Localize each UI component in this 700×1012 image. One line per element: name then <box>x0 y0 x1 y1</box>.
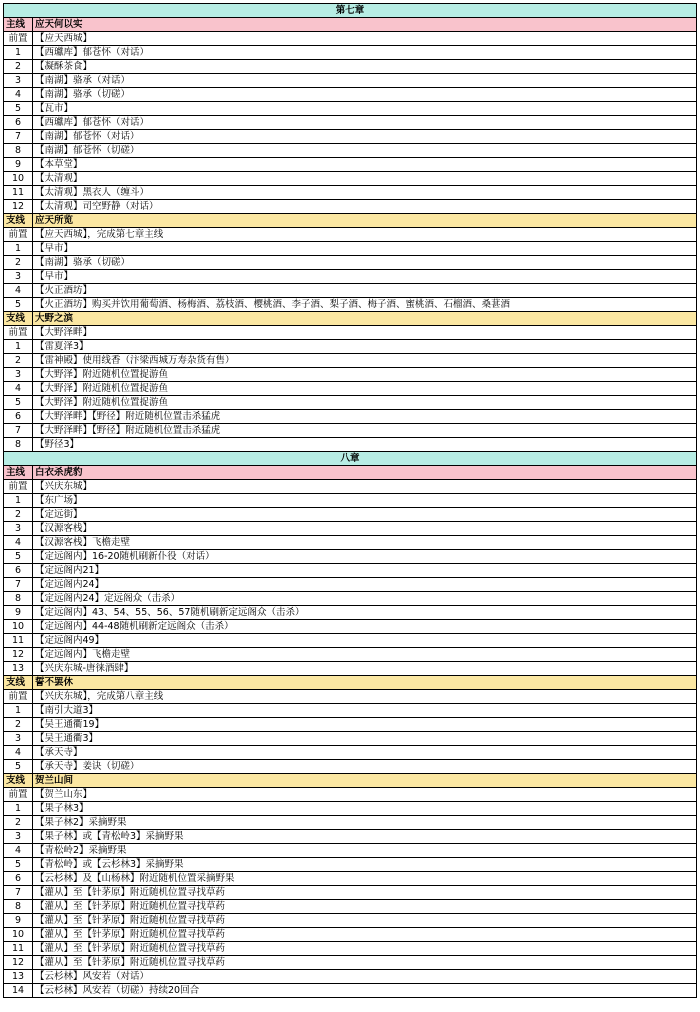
step-description: 【定远阁内49】 <box>33 634 697 648</box>
step-description: 【灌从】至【针茅原】附近随机位置寻找草药 <box>33 914 697 928</box>
step-description: 【应天西城】 <box>33 32 697 46</box>
step-description: 【果子林3】 <box>33 802 697 816</box>
table-row <box>4 242 697 256</box>
table-row <box>4 928 697 942</box>
step-description: 【云杉林】风安若（切磋）持续20回合 <box>33 984 697 998</box>
step-number: 前置 <box>4 480 33 494</box>
quest-type-label: 主线 <box>4 466 33 480</box>
step-description: 【定远阁内】43、54、55、56、57随机刷新定远阁众（击杀） <box>33 606 697 620</box>
step-description: 【云杉林】风安若（对话） <box>33 970 697 984</box>
step-description: 【定远街】 <box>33 508 697 522</box>
side-quest-header-row <box>4 676 697 690</box>
step-number: 4 <box>4 88 33 102</box>
table-row <box>4 760 697 774</box>
table-row <box>4 32 697 46</box>
table-row <box>4 74 697 88</box>
step-description: 【本草堂】 <box>33 158 697 172</box>
step-number: 5 <box>4 858 33 872</box>
table-row <box>4 732 697 746</box>
step-number: 8 <box>4 438 33 452</box>
table-row <box>4 592 697 606</box>
step-description: 【灌从】至【针茅原】附近随机位置寻找草药 <box>33 886 697 900</box>
step-number: 2 <box>4 256 33 270</box>
quest-type-label: 支线 <box>4 214 33 228</box>
step-number: 1 <box>4 340 33 354</box>
chapter-header-row <box>4 4 697 18</box>
table-row <box>4 284 697 298</box>
table-row <box>4 298 697 312</box>
step-number: 1 <box>4 242 33 256</box>
step-number: 11 <box>4 634 33 648</box>
step-number: 7 <box>4 886 33 900</box>
table-row <box>4 634 697 648</box>
step-description: 【定远阁内】44-48随机刷新定远阁众（击杀） <box>33 620 697 634</box>
step-description: 【承天寺】 <box>33 746 697 760</box>
side-quest-header-row <box>4 214 697 228</box>
table-row <box>4 746 697 760</box>
step-description: 【大野泽畔】【野径】附近随机位置击杀猛虎 <box>33 410 697 424</box>
step-description: 【太清观】 <box>33 172 697 186</box>
step-number: 3 <box>4 830 33 844</box>
step-number: 5 <box>4 298 33 312</box>
step-description: 【西瓛库】郁苍怀（对话） <box>33 46 697 60</box>
table-row <box>4 788 697 802</box>
step-number: 8 <box>4 592 33 606</box>
step-number: 1 <box>4 494 33 508</box>
step-number: 4 <box>4 382 33 396</box>
step-number: 2 <box>4 354 33 368</box>
table-row <box>4 984 697 998</box>
quest-table <box>3 3 697 998</box>
table-row <box>4 256 697 270</box>
side-quest-header-row <box>4 312 697 326</box>
step-number: 12 <box>4 956 33 970</box>
step-number: 6 <box>4 410 33 424</box>
step-description: 【南湖】郁苍怀（对话） <box>33 130 697 144</box>
step-description: 【东广场】 <box>33 494 697 508</box>
table-row <box>4 438 697 452</box>
step-description: 【太清观】黑衣人（缠斗） <box>33 186 697 200</box>
step-description: 【灌从】至【针茅原】附近随机位置寻找草药 <box>33 900 697 914</box>
step-number: 9 <box>4 158 33 172</box>
step-description: 【大野泽畔】 <box>33 326 697 340</box>
step-number: 6 <box>4 116 33 130</box>
table-row <box>4 830 697 844</box>
step-description: 【火正酒坊】 <box>33 284 697 298</box>
step-number: 前置 <box>4 788 33 802</box>
table-row <box>4 970 697 984</box>
step-number: 10 <box>4 172 33 186</box>
step-description: 【大野泽畔】【野径】附近随机位置击杀猛虎 <box>33 424 697 438</box>
step-number: 10 <box>4 928 33 942</box>
step-number: 5 <box>4 760 33 774</box>
step-number: 3 <box>4 74 33 88</box>
step-number: 4 <box>4 536 33 550</box>
step-description: 【兴庆东城】，完成第八章主线 <box>33 690 697 704</box>
table-row <box>4 424 697 438</box>
step-number: 2 <box>4 508 33 522</box>
step-description: 【汉源客栈】 <box>33 522 697 536</box>
step-description: 【太清观】司空野静（对话） <box>33 200 697 214</box>
table-row <box>4 858 697 872</box>
quest-type-label: 支线 <box>4 774 33 788</box>
step-description: 【南湖】骆承（对话） <box>33 74 697 88</box>
table-row <box>4 536 697 550</box>
step-description: 【早市】 <box>33 270 697 284</box>
table-row <box>4 522 697 536</box>
step-number: 前置 <box>4 326 33 340</box>
step-number: 3 <box>4 522 33 536</box>
table-row <box>4 620 697 634</box>
quest-title: 应天何以实 <box>33 18 697 32</box>
table-row <box>4 186 697 200</box>
step-number: 9 <box>4 606 33 620</box>
table-row <box>4 410 697 424</box>
step-description: 【定远阁内24】 <box>33 578 697 592</box>
step-number: 2 <box>4 816 33 830</box>
step-description: 【汉源客栈】飞檐走壁 <box>33 536 697 550</box>
table-row <box>4 158 697 172</box>
table-row <box>4 662 697 676</box>
step-number: 4 <box>4 844 33 858</box>
table-row <box>4 508 697 522</box>
table-row <box>4 900 697 914</box>
table-row <box>4 578 697 592</box>
table-row <box>4 494 697 508</box>
table-row <box>4 844 697 858</box>
step-number: 10 <box>4 620 33 634</box>
step-number: 7 <box>4 424 33 438</box>
step-description: 【凝酥茶食】 <box>33 60 697 74</box>
table-row <box>4 340 697 354</box>
table-row <box>4 956 697 970</box>
step-description: 【南引大道3】 <box>33 704 697 718</box>
step-number: 7 <box>4 578 33 592</box>
step-number: 2 <box>4 60 33 74</box>
step-number: 1 <box>4 802 33 816</box>
table-row <box>4 690 697 704</box>
table-row <box>4 718 697 732</box>
step-description: 【大野泽】附近随机位置捉游鱼 <box>33 382 697 396</box>
table-row <box>4 564 697 578</box>
table-row <box>4 382 697 396</box>
table-row <box>4 200 697 214</box>
step-description: 【应天西城】，完成第七章主线 <box>33 228 697 242</box>
step-description: 【南湖】骆承（切磋） <box>33 88 697 102</box>
step-number: 1 <box>4 704 33 718</box>
step-description: 【果子林2】采摘野果 <box>33 816 697 830</box>
step-description: 【早市】 <box>33 242 697 256</box>
table-row <box>4 116 697 130</box>
table-row <box>4 606 697 620</box>
step-number: 7 <box>4 130 33 144</box>
step-description: 【青松岭2】采摘野果 <box>33 844 697 858</box>
step-description: 【兴庆东城-唐徕酒肆】 <box>33 662 697 676</box>
step-description: 【贺兰山东】 <box>33 788 697 802</box>
step-description: 【果子林】或【青松岭3】采摘野果 <box>33 830 697 844</box>
step-description: 【定远阁内】16-20随机刷新仆役（对话） <box>33 550 697 564</box>
table-row <box>4 144 697 158</box>
step-description: 【火正酒坊】购买并饮用葡萄酒、杨梅酒、荔枝酒、樱桃酒、李子酒、梨子酒、梅子酒、蜜桃酒、石榴酒、桑葚酒 <box>33 298 697 312</box>
step-description: 【定远阁内】飞檐走壁 <box>33 648 697 662</box>
step-number: 14 <box>4 984 33 998</box>
table-row <box>4 886 697 900</box>
step-number: 4 <box>4 746 33 760</box>
chapter-title: 八章 <box>4 452 697 466</box>
step-description: 【青松岭】或【云杉林3】采摘野果 <box>33 858 697 872</box>
table-row <box>4 648 697 662</box>
step-number: 13 <box>4 662 33 676</box>
quest-title: 应天所览 <box>33 214 697 228</box>
table-row <box>4 228 697 242</box>
step-number: 5 <box>4 396 33 410</box>
step-number: 9 <box>4 914 33 928</box>
chapter-header-row <box>4 452 697 466</box>
quest-title: 白衣杀虎豹 <box>33 466 697 480</box>
main-quest-header-row <box>4 18 697 32</box>
quest-title: 誓不罢休 <box>33 676 697 690</box>
table-row <box>4 46 697 60</box>
step-number: 8 <box>4 900 33 914</box>
quest-title: 贺兰山间 <box>33 774 697 788</box>
quest-type-label: 支线 <box>4 312 33 326</box>
step-description: 【灌从】至【针茅原】附近随机位置寻找草药 <box>33 956 697 970</box>
step-description: 【定远阁内24】定远阁众（击杀） <box>33 592 697 606</box>
table-row <box>4 354 697 368</box>
step-description: 【野径3】 <box>33 438 697 452</box>
step-description: 【西瓛库】郁苍怀（对话） <box>33 116 697 130</box>
table-row <box>4 172 697 186</box>
step-number: 5 <box>4 102 33 116</box>
step-description: 【兴庆东城】 <box>33 480 697 494</box>
step-number: 前置 <box>4 690 33 704</box>
step-number: 8 <box>4 144 33 158</box>
table-row <box>4 802 697 816</box>
step-description: 【承天寺】姜诀（切磋） <box>33 760 697 774</box>
table-row <box>4 816 697 830</box>
step-number: 11 <box>4 186 33 200</box>
quest-table-body <box>4 4 697 998</box>
main-quest-header-row <box>4 466 697 480</box>
table-row <box>4 368 697 382</box>
step-number: 1 <box>4 46 33 60</box>
table-row <box>4 88 697 102</box>
step-number: 13 <box>4 970 33 984</box>
table-row <box>4 102 697 116</box>
step-description: 【大野泽】附近随机位置捉游鱼 <box>33 396 697 410</box>
table-row <box>4 872 697 886</box>
table-row <box>4 550 697 564</box>
step-number: 4 <box>4 284 33 298</box>
step-number: 3 <box>4 732 33 746</box>
step-number: 前置 <box>4 32 33 46</box>
step-description: 【灌从】至【针茅原】附近随机位置寻找草药 <box>33 942 697 956</box>
step-description: 【南湖】骆承（切磋） <box>33 256 697 270</box>
step-description: 【瓦市】 <box>33 102 697 116</box>
table-row <box>4 480 697 494</box>
table-row <box>4 326 697 340</box>
step-description: 【南湖】郁苍怀（切磋） <box>33 144 697 158</box>
step-number: 2 <box>4 718 33 732</box>
step-description: 【云杉林】及【山杨林】附近随机位置采摘野果 <box>33 872 697 886</box>
step-description: 【雷夏泽3】 <box>33 340 697 354</box>
side-quest-header-row <box>4 774 697 788</box>
step-number: 5 <box>4 550 33 564</box>
step-description: 【吴王通衢3】 <box>33 732 697 746</box>
quest-type-label: 支线 <box>4 676 33 690</box>
step-description: 【灌从】至【针茅原】附近随机位置寻找草药 <box>33 928 697 942</box>
quest-type-label: 主线 <box>4 18 33 32</box>
table-row <box>4 270 697 284</box>
chapter-title: 第七章 <box>4 4 697 18</box>
step-number: 11 <box>4 942 33 956</box>
table-row <box>4 914 697 928</box>
step-description: 【定远阁内21】 <box>33 564 697 578</box>
step-number: 3 <box>4 368 33 382</box>
step-description: 【大野泽】附近随机位置捉游鱼 <box>33 368 697 382</box>
table-row <box>4 396 697 410</box>
table-row <box>4 60 697 74</box>
step-number: 6 <box>4 872 33 886</box>
step-description: 【吴王通衢19】 <box>33 718 697 732</box>
table-row <box>4 942 697 956</box>
step-description: 【雷神殿】使用线香（汴梁西城万寿杂货有售） <box>33 354 697 368</box>
step-number: 前置 <box>4 228 33 242</box>
step-number: 12 <box>4 648 33 662</box>
table-row <box>4 130 697 144</box>
table-row <box>4 704 697 718</box>
step-number: 6 <box>4 564 33 578</box>
step-number: 12 <box>4 200 33 214</box>
quest-title: 大野之滨 <box>33 312 697 326</box>
step-number: 3 <box>4 270 33 284</box>
